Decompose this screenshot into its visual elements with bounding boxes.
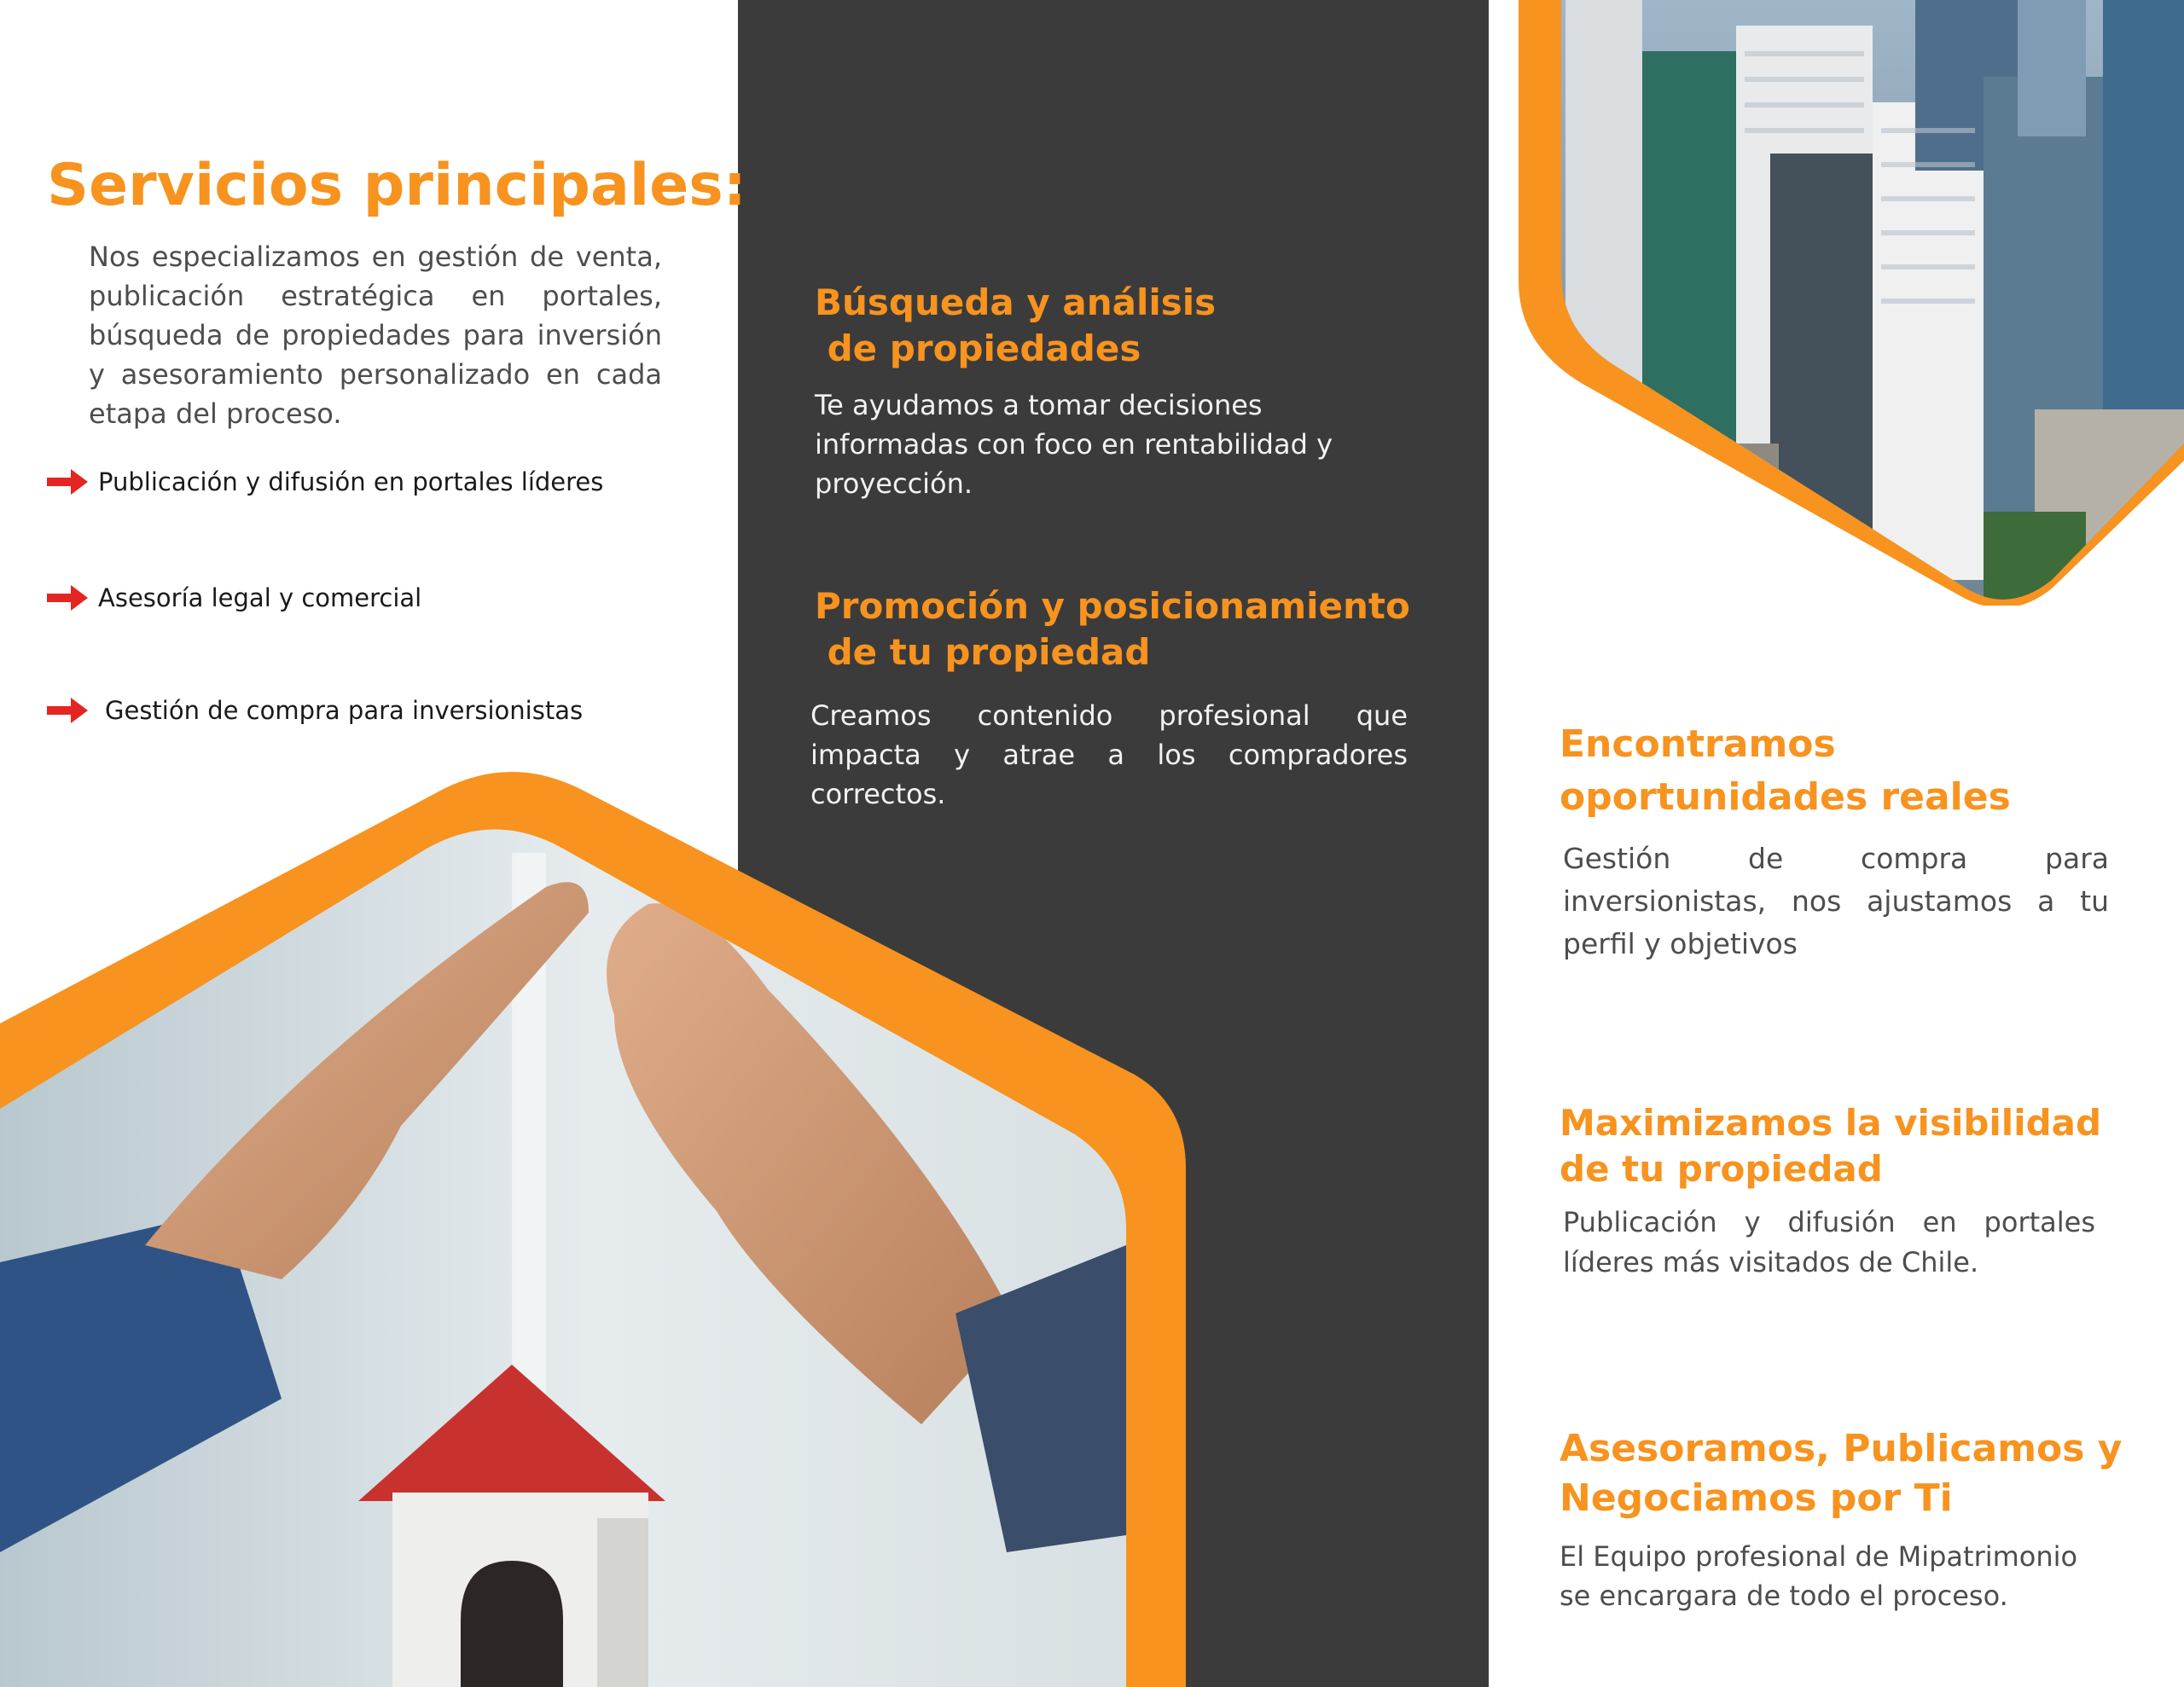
title-line: Encontramos [1560, 722, 1836, 766]
title-line: oportunidades reales [1560, 775, 2011, 819]
bullet-item [47, 696, 583, 725]
section-text-busqueda: Te ayudamos a tomar decisiones informadas con foco en rentabilidad y proyección. [815, 389, 1333, 500]
arrow-right-icon [47, 469, 88, 495]
section-text-asesoramos: El Equipo profesional de Mipatrimonio se encargara de todo el proceso. [1560, 1540, 2078, 1612]
section-title-promocion: Promoción y posicionamiento de tu propiedad [815, 585, 1410, 673]
hands-over-house-photo [0, 768, 1186, 1687]
intro-paragraph: Nos especializamos en gestión de venta, publicación estratégica en portales, búsqueda de propiedades para inversión y asesoramiento personalizado en cada etapa del proceso. [89, 241, 662, 430]
section-title-visibilidad [1560, 1100, 2101, 1192]
page-title: Servicios principales: [47, 152, 746, 219]
bullet-label: Publicación y difusión en portales líderes [98, 467, 604, 496]
arrow-right-icon [47, 698, 88, 723]
section-title-asesoramos [1560, 1424, 2122, 1523]
title-line: Maximizamos la visibilidad [1560, 1102, 2102, 1144]
bullet-label: Gestión de compra para inversionistas [105, 696, 584, 725]
bullet-item [47, 467, 603, 496]
section-text-oportunidades: Gestión de compra para inversionistas, nos ajustamos a tu perfil y objetivos [1563, 842, 2109, 960]
arrow-right-icon [47, 585, 88, 611]
section-title-busqueda: Búsqueda y análisis de propiedades [815, 281, 1217, 369]
bullet-item [47, 583, 421, 612]
bullet-label: Asesoría legal y comercial [98, 583, 422, 612]
title-line: Asesoramos, Publicamos y [1560, 1427, 2123, 1470]
title-line: de tu propiedad [1560, 1148, 1883, 1190]
section-text-visibilidad: Publicación y difusión en portales líderes más visitados de Chile. [1563, 1206, 2095, 1278]
section-text-promocion: Creamos contenido profesional que impacta y atrae a los compradores correctos. [810, 699, 1408, 810]
section-title-oportunidades [1560, 720, 2011, 822]
city-skyline-photo [1489, 0, 2184, 606]
title-line: Negociamos por Ti [1560, 1476, 1953, 1520]
